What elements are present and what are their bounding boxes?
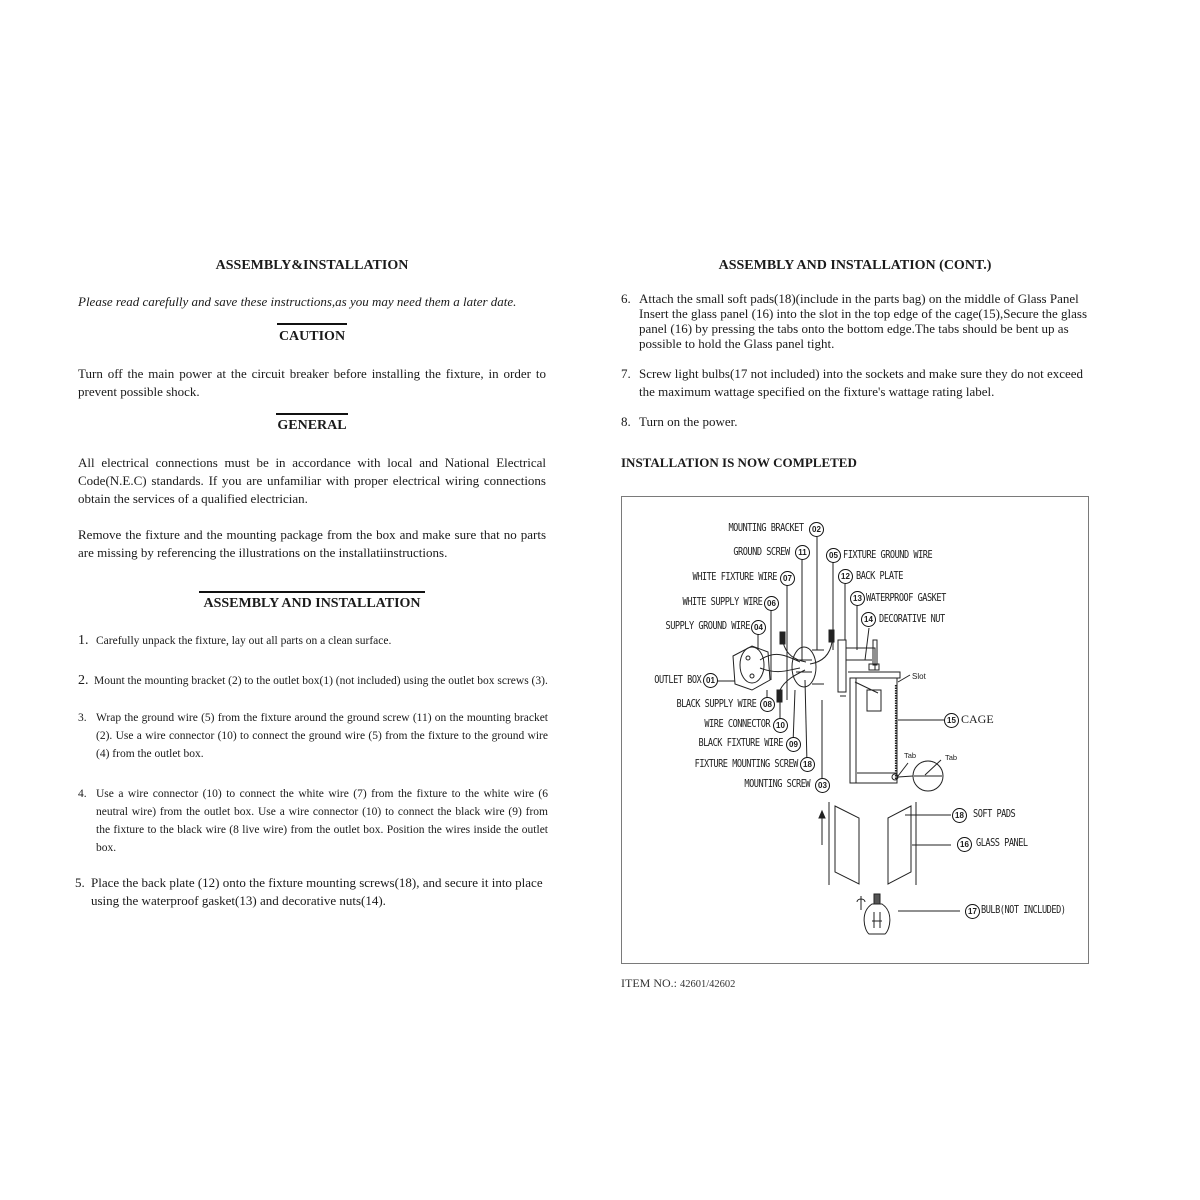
step-number: 1. bbox=[78, 633, 89, 648]
part-name: WATERPROOF GASKET bbox=[866, 592, 946, 604]
general-paragraph-1: All electrical connections must be in accordance with local and National Electrical Code(N.E.C) standards. If you are unfamiliar with proper electrical wiring connections obtain the services of a qualified electrician. bbox=[78, 455, 546, 506]
part-number-badge: 08 bbox=[760, 697, 775, 712]
part-number-badge: 14 bbox=[861, 612, 876, 627]
item-number bbox=[621, 976, 735, 991]
part-number-badge: 07 bbox=[780, 571, 795, 586]
part-number-badge: 12 bbox=[838, 569, 853, 584]
part-number-badge: 17 bbox=[965, 904, 980, 919]
step-text: Use a wire connector (10) to connect the white wire (7) from the fixture to the white wire (6 neutral wire) from the outlet box. Use a wire connector (10) to connect the black wire (9) from the fixture to the black wire (8 live wire) from the outlet box. Position the wires inside the outlet box. bbox=[96, 788, 548, 854]
part-name: CAGE bbox=[961, 712, 994, 726]
part-number-badge: 15 bbox=[944, 713, 959, 728]
cage-drawing bbox=[846, 640, 943, 791]
wire bbox=[810, 642, 832, 664]
leader-line bbox=[805, 680, 807, 764]
general-heading: GENERAL bbox=[277, 418, 347, 433]
part-name: GLASS PANEL bbox=[976, 837, 1028, 849]
part-name: BLACK SUPPLY WIRE bbox=[676, 698, 756, 710]
part-name: BACK PLATE bbox=[856, 570, 903, 582]
item-number-value: 42601/42602 bbox=[680, 979, 736, 990]
part-number-badge: 18 bbox=[800, 757, 815, 772]
part-number-badge: 13 bbox=[850, 591, 865, 606]
step-number: 3. bbox=[78, 712, 87, 724]
back-plate-drawing bbox=[838, 640, 846, 692]
general-paragraph-2: Remove the fixture and the mounting package from the box and make sure that no parts are missing by referencing the illustrations on the installatiinstructions. bbox=[78, 527, 546, 560]
part-number-badge: 06 bbox=[764, 596, 779, 611]
part-number-badge: 04 bbox=[751, 620, 766, 635]
part-name: BLACK FIXTURE WIRE bbox=[698, 737, 783, 749]
part-name: OUTLET BOX bbox=[654, 674, 701, 686]
part-name: FIXTURE GROUND WIRE bbox=[843, 549, 933, 561]
left-page-title: ASSEMBLY&INSTALLATION bbox=[215, 258, 409, 273]
leader-line bbox=[865, 628, 869, 660]
part-name: WIRE CONNECTOR bbox=[704, 718, 770, 730]
part-name: DECORATIVE NUT bbox=[879, 613, 945, 625]
step-number: 8. bbox=[621, 414, 631, 429]
part-number-badge: 02 bbox=[809, 522, 824, 537]
step-number: 5. bbox=[75, 875, 85, 890]
step-text: Carefully unpack the fixture, lay out all parts on a clean surface. bbox=[96, 635, 392, 647]
part-number-badge: 01 bbox=[703, 673, 718, 688]
tab-callout: Tab bbox=[904, 751, 917, 760]
part-number-badge: 05 bbox=[826, 548, 841, 563]
leader-line bbox=[793, 690, 795, 744]
step-text: Wrap the ground wire (5) from the fixture around the ground screw (11) on the mounting bracket (2). Use a wire connector (10) to connect the ground wire (5) from the fixture to the ground wire (4) from the outlet box. bbox=[96, 712, 548, 760]
part-name: MOUNTING SCREW bbox=[744, 778, 810, 790]
step-text: Screw light bulbs(17 not included) into the sockets and make sure they do not exceed the maximum wattage specified on the fixture's wattage rating label. bbox=[639, 366, 1084, 399]
tab-detail-callout: Tab bbox=[945, 753, 958, 762]
item-number-label: ITEM NO.: bbox=[621, 976, 677, 990]
wire bbox=[760, 668, 800, 672]
wire-connector bbox=[777, 690, 782, 702]
part-name: FIXTURE MOUNTING SCREW bbox=[694, 758, 798, 770]
part-name: WHITE SUPPLY WIRE bbox=[682, 596, 762, 608]
step-number: 2. bbox=[78, 673, 89, 688]
wire-connector bbox=[829, 630, 834, 642]
completed-heading: INSTALLATION IS NOW COMPLETED bbox=[621, 455, 857, 470]
step-text: Place the back plate (12) onto the fixture mounting screws(18), and secure it into place using the waterproof gasket(13) and decorative nuts(14). bbox=[91, 875, 543, 908]
step-number: 7. bbox=[621, 366, 631, 381]
wire-connector bbox=[780, 632, 785, 644]
step-number: 4. bbox=[78, 788, 87, 800]
right-page-title: ASSEMBLY AND INSTALLATION (CONT.) bbox=[718, 258, 992, 273]
slot-callout: Slot bbox=[912, 672, 926, 681]
assembly-heading: ASSEMBLY AND INSTALLATION bbox=[203, 596, 421, 611]
part-number-badge: 11 bbox=[795, 545, 810, 560]
mounting-bracket-drawing bbox=[792, 647, 816, 687]
part-number-badge: 10 bbox=[773, 718, 788, 733]
caution-text: Turn off the main power at the circuit breaker before installing the fixture, in order to prevent possible shock. bbox=[78, 366, 546, 399]
step-text: Turn on the power. bbox=[639, 414, 738, 429]
step-text: Attach the small soft pads(18)(include in the parts bag) on the middle of Glass Panel Insert the glass panel (16) into the slot in the top edge of the cage(15),Secure the glass panel (16) by pressing the tabs onto the bottom edge.The tabs should be bent up as possible to hold the Glass panel tight. bbox=[639, 291, 1088, 351]
part-name: BULB(NOT INCLUDED) bbox=[981, 904, 1066, 916]
glass-panels-drawing bbox=[819, 802, 916, 885]
intro-note: Please read carefully and save these instructions,as you may need them a later date. bbox=[78, 294, 517, 309]
part-name: SOFT PADS bbox=[973, 808, 1016, 820]
part-number-badge: 09 bbox=[786, 737, 801, 752]
caution-heading: CAUTION bbox=[278, 329, 346, 344]
part-number-badge: 03 bbox=[815, 778, 830, 793]
part-name: GROUND SCREW bbox=[733, 546, 790, 558]
bulb-drawing bbox=[857, 894, 890, 934]
part-name: WHITE FIXTURE WIRE bbox=[692, 571, 777, 583]
part-number-badge: 18 bbox=[952, 808, 967, 823]
part-number-badge: 16 bbox=[957, 837, 972, 852]
outlet-box-drawing bbox=[733, 646, 770, 690]
part-name: MOUNTING BRACKET bbox=[728, 522, 804, 534]
step-number: 6. bbox=[621, 291, 631, 306]
step-text: Mount the mounting bracket (2) to the outlet box(1) (not included) using the outlet box screws (3). bbox=[94, 675, 548, 687]
part-name: SUPPLY GROUND WIRE bbox=[665, 620, 750, 632]
